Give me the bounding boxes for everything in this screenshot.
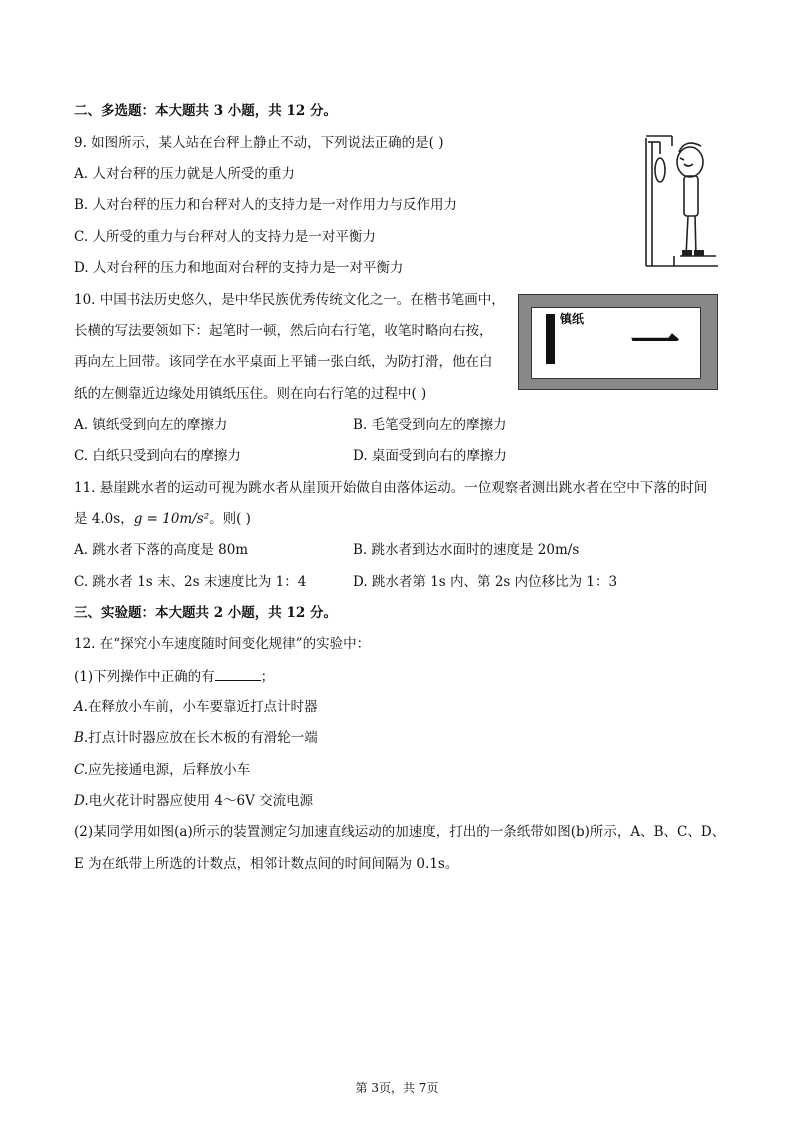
q10-option-a: A. 镇纸受到向左的摩擦力 [74, 417, 228, 433]
q9-stem: 9. 如图所示，某人站在台秤上静止不动，下列说法正确的是( ) [74, 135, 444, 151]
q9-option-c: C. 人所受的重力与台秤对人的支持力是一对平衡力 [74, 229, 376, 245]
q10-stem-line-4: 纸的左侧靠近边缘处用镇纸压住。则在向右行笔的过程中( ) [74, 386, 427, 402]
person-on-scale-figure [644, 132, 720, 274]
q12-item-a [74, 697, 318, 717]
section-2-heading: 二、多选题：本大题共 3 小题，共 12 分。 [74, 103, 337, 119]
q11-stem-line-2 [74, 509, 251, 529]
paperweight-label: 镇纸 [560, 312, 585, 326]
q12-item-b [74, 728, 318, 748]
q12-item-d [74, 791, 313, 811]
q12-part-2-line-2: E 为在纸带上所选的计数点，相邻计数点间的时间间隔为 0.1s。 [74, 856, 459, 872]
section-3-heading: 三、实验题：本大题共 2 小题，共 12 分。 [74, 605, 337, 621]
q9-option-b: B. 人对台秤的压力和台秤对人的支持力是一对作用力与反作用力 [74, 197, 458, 213]
item-letter: C. [74, 762, 89, 778]
item-letter: B. [74, 730, 89, 746]
q12-part-2-line-1: (2)某同学用如图(a)所示的装置测定匀加速直线运动的加速度，打出的一条纸带如图(b)所示，A、B、C、D、 [74, 824, 726, 840]
q9-option-d: D. 人对台秤的压力和地面对台秤的支持力是一对平衡力 [74, 260, 404, 276]
q12-part-1-prefix: (1)下列操作中正确的有 [74, 669, 215, 685]
item-letter: D. [74, 793, 89, 809]
calligraphy-figure [518, 294, 718, 390]
q10-stem-line-3: 再向左上回带。该同学在水平桌面上平铺一张白纸，为防打滑，他在白 [74, 354, 493, 370]
item-text: 应先接通电源，后释放小车 [88, 762, 251, 778]
q11-option-b: B. 跳水者到达水面时的速度是 20m/s [353, 542, 580, 558]
q10-stem-line-2: 长横的写法要领如下：起笔时一顿，然后向右行笔，收笔时略向右按， [74, 323, 493, 339]
q11-option-d: D. 跳水者第 1s 内、第 2s 内位移比为 1：3 [353, 574, 618, 590]
item-text: 电火花计时器应使用 4～6V 交流电源 [88, 793, 314, 809]
item-text: 打点计时器应放在长木板的有滑轮一端 [88, 730, 318, 746]
q11-stem-line-1: 11. 悬崖跳水者的运动可视为跳水者从崖顶开始做自由落体运动。一位观察者测出跳水者在空中下落的时间 [74, 480, 708, 496]
q12-stem: 12. 在“探究小车速度随时间变化规律”的实验中： [74, 636, 371, 652]
q11-option-c: C. 跳水者 1s 末、2s 末速度比为 1：4 [74, 574, 307, 590]
q11-gravity: g = 10m/s² [133, 511, 210, 527]
page-footer: 第 3页，共 7页 [355, 1081, 439, 1095]
item-text: 在释放小车前，小车要靠近打点计时器 [88, 699, 318, 715]
calligraphy-character: 一 [630, 313, 680, 372]
q11-time: 是 4.0s， [74, 511, 134, 527]
q12-item-c [74, 760, 250, 780]
q9-option-a: A. 人对台秤的压力就是人所受的重力 [74, 166, 295, 182]
paper-sheet [531, 307, 701, 379]
answer-blank [215, 666, 261, 681]
q10-option-c: C. 白纸只受到向右的摩擦力 [74, 448, 241, 464]
q12-part-1-suffix: ； [260, 669, 275, 685]
q10-stem-line-1: 10. 中国书法历史悠久，是中华民族优秀传统文化之一。在楷书笔画中， [74, 292, 505, 308]
q10-option-b: B. 毛笔受到向左的摩擦力 [353, 417, 507, 433]
q12-part-1 [74, 666, 274, 687]
q11-stem-end: 。则( ) [209, 511, 251, 527]
item-letter: A. [74, 699, 89, 715]
paperweight-bar [546, 314, 555, 364]
q11-option-a: A. 跳水者下落的高度是 80m [74, 542, 249, 558]
q10-option-d: D. 桌面受到向右的摩擦力 [353, 448, 507, 464]
